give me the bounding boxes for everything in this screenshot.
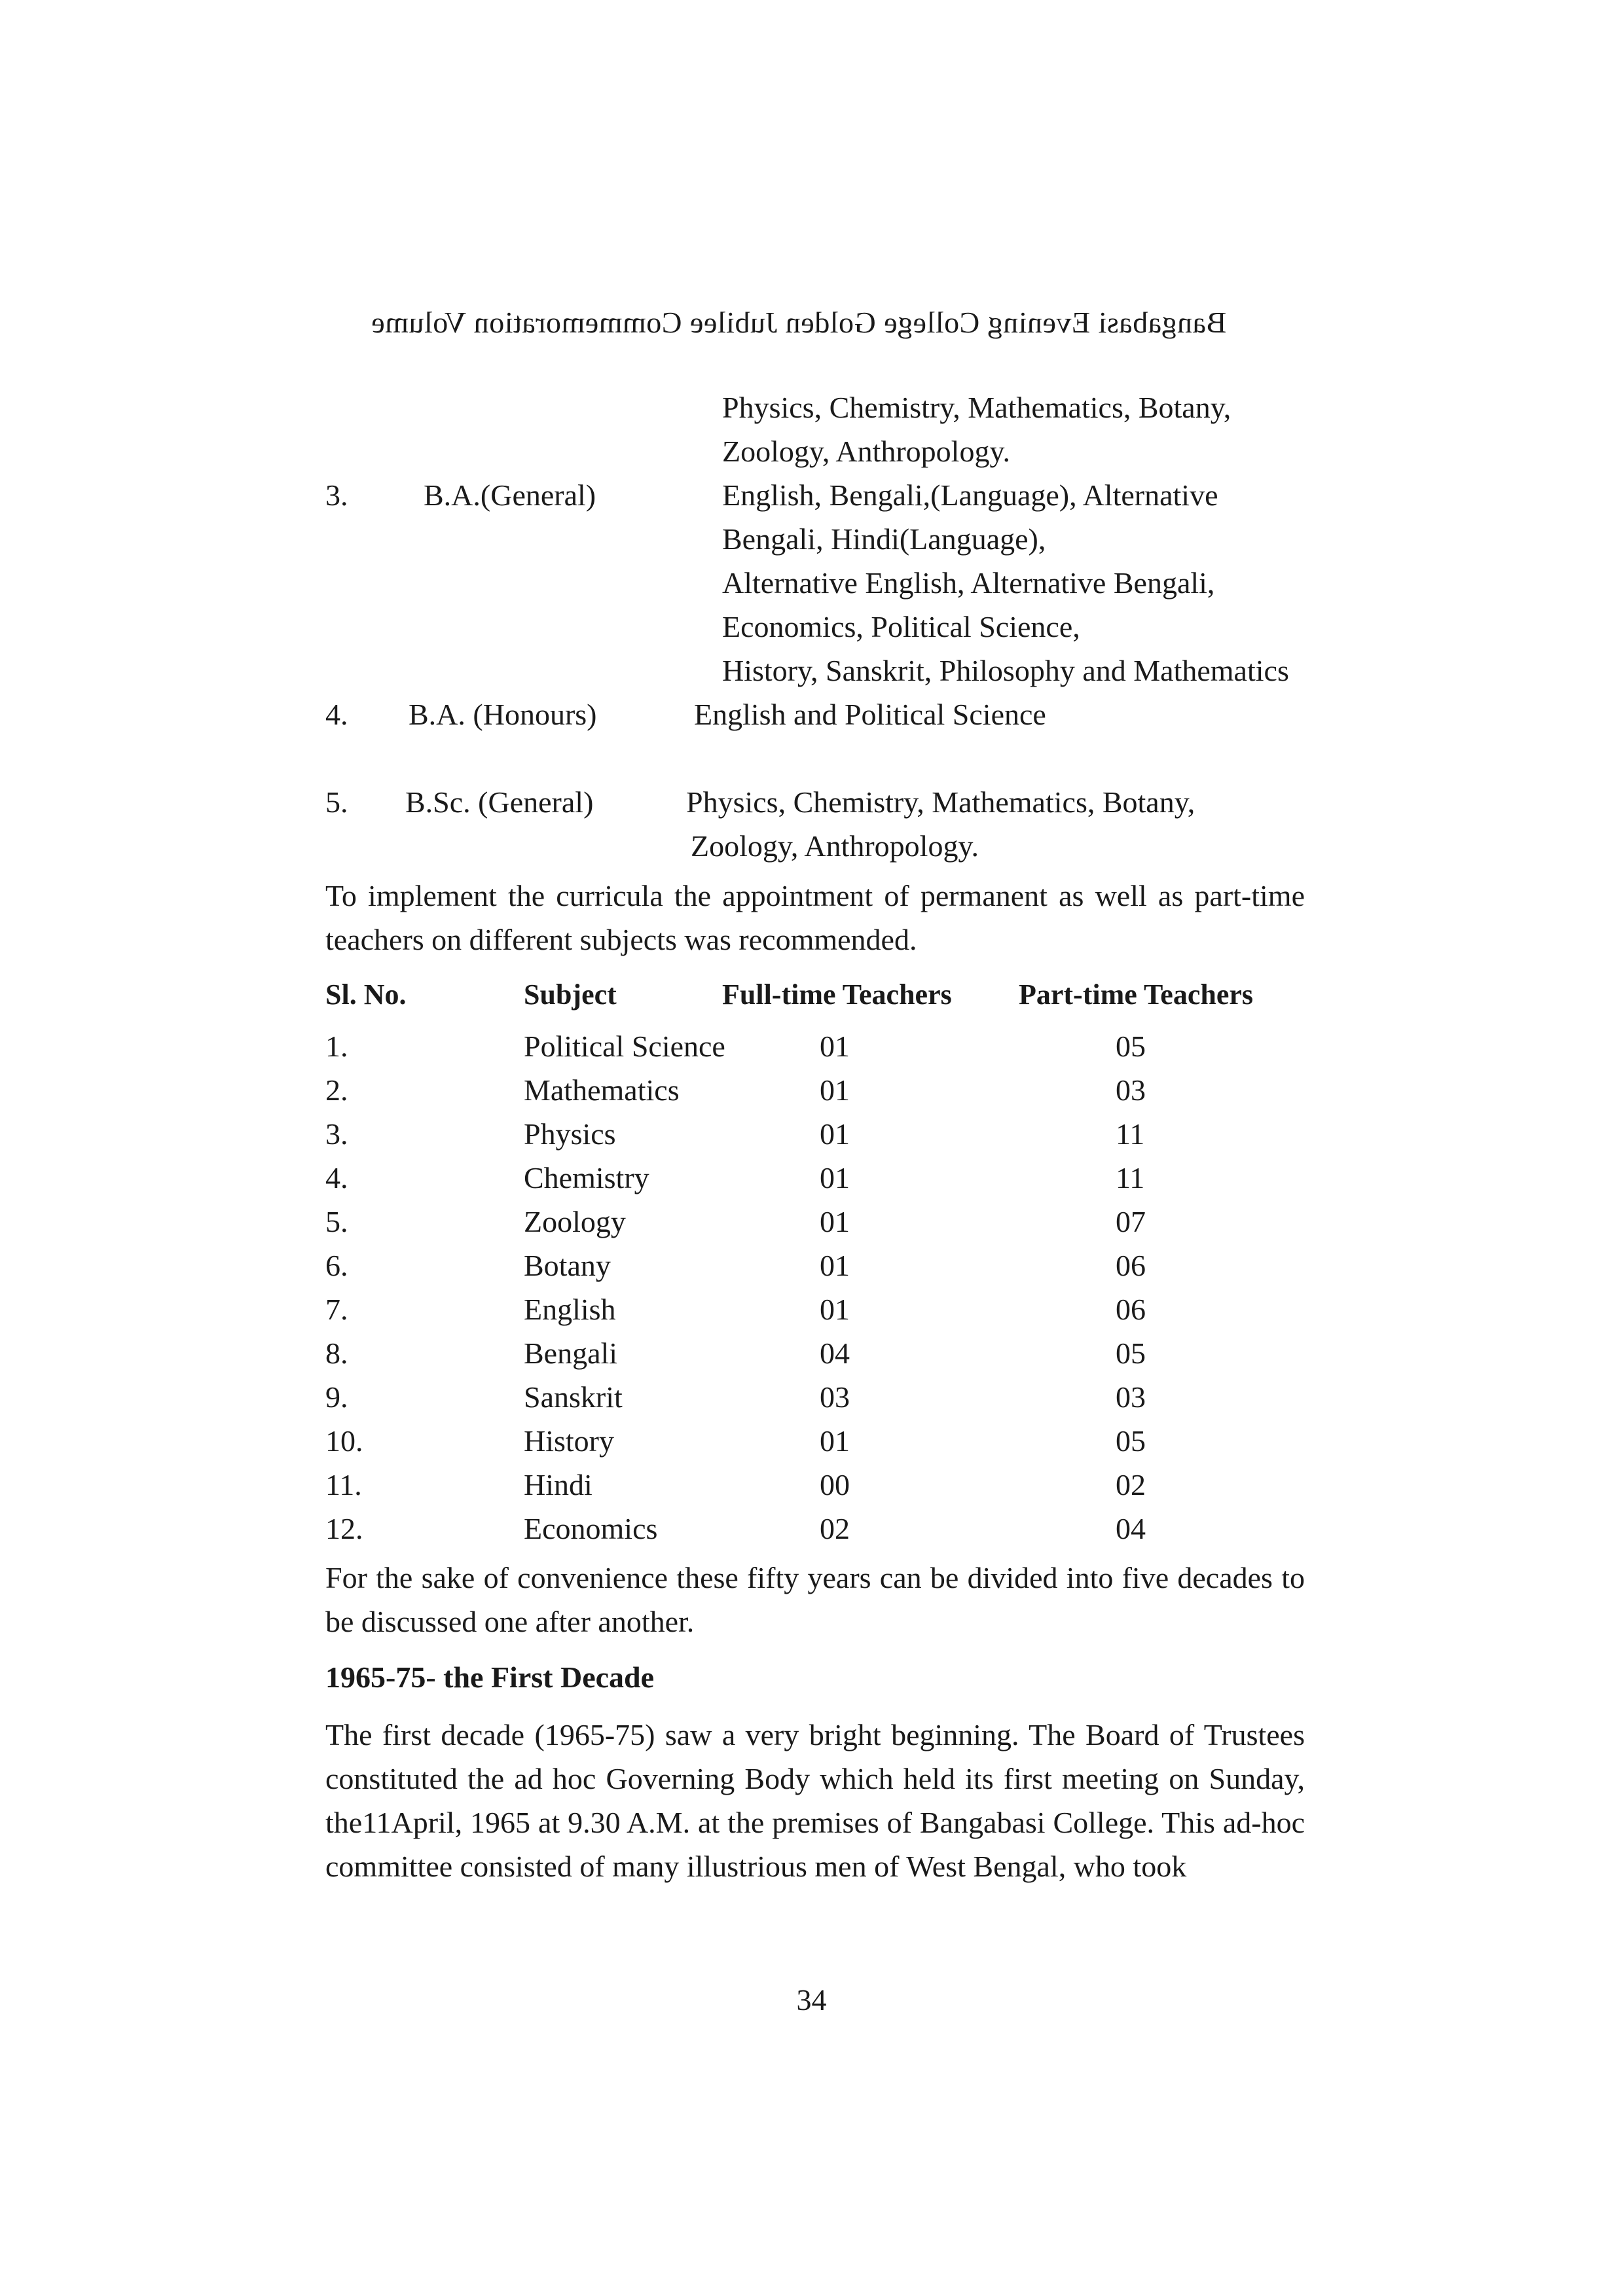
table-header-sl-no: Sl. No. — [325, 978, 407, 1011]
row-part-time: 05 — [1116, 1030, 1146, 1063]
row-full-time: 01 — [820, 1424, 850, 1458]
row-full-time: 01 — [820, 1030, 850, 1063]
course-item-3-line-5: History, Sanskrit, Philosophy and Mathematics — [722, 654, 1289, 687]
row-full-time: 01 — [820, 1161, 850, 1194]
row-part-time: 07 — [1116, 1205, 1146, 1238]
convenience-paragraph: For the sake of convenience these fifty years can be divided into five decades to be discussed one after another. — [325, 1561, 1305, 1638]
row-number: 2. — [325, 1073, 348, 1107]
row-full-time: 01 — [820, 1293, 850, 1326]
course-item-3-line-4: Economics, Political Science, — [722, 610, 1080, 643]
row-number: 7. — [325, 1293, 348, 1326]
row-number: 5. — [325, 1205, 348, 1238]
row-part-time: 11 — [1116, 1161, 1145, 1194]
course-item-4-name: B.A. (Honours) — [409, 698, 597, 731]
section-heading: 1965-75- the First Decade — [325, 1660, 655, 1694]
row-subject: Mathematics — [524, 1073, 680, 1107]
table-header-full-time: Full-time Teachers — [722, 978, 952, 1011]
row-part-time: 05 — [1116, 1336, 1146, 1370]
decade-paragraph: The first decade (1965-75) saw a very bright beginning. The Board of Trustees constituted the ad hoc Governing Body which held its first meeting on Sunday, the11April, 1965 at 9.30 A.M. at the premises of Bangabasi College. This ad-hoc committee consisted of many illustrious men of West Bengal, who took — [325, 1718, 1305, 1883]
course-top-line-2: Zoology, Anthropology. — [722, 435, 1010, 468]
course-item-5-number: 5. — [325, 785, 348, 819]
row-full-time: 04 — [820, 1336, 850, 1370]
course-item-5-name: B.Sc. (General) — [405, 785, 594, 819]
row-subject: Botany — [524, 1249, 611, 1282]
row-full-time: 03 — [820, 1380, 850, 1414]
row-number: 9. — [325, 1380, 348, 1414]
row-number: 3. — [325, 1117, 348, 1151]
row-number: 11. — [325, 1468, 362, 1501]
row-subject: History — [524, 1424, 614, 1458]
row-number: 4. — [325, 1161, 348, 1194]
row-subject: Physics — [524, 1117, 616, 1151]
row-subject: Hindi — [524, 1468, 593, 1501]
row-part-time: 04 — [1116, 1512, 1146, 1545]
row-subject: English — [524, 1293, 616, 1326]
course-item-3-name: B.A.(General) — [424, 478, 596, 512]
course-item-5-line-1: Physics, Chemistry, Mathematics, Botany, — [686, 785, 1195, 819]
row-part-time: 11 — [1116, 1117, 1145, 1151]
row-number: 6. — [325, 1249, 348, 1282]
row-number: 12. — [325, 1512, 363, 1545]
row-subject: Sanskrit — [524, 1380, 623, 1414]
row-part-time: 06 — [1116, 1249, 1146, 1282]
running-header: Bangabasi Evening College Golden Jubilee Commemoration Volume — [371, 306, 1227, 339]
intro-paragraph: To implement the curricula the appointment of permanent as well as part-time teachers on different subjects was recommended. — [325, 879, 1305, 956]
row-full-time: 01 — [820, 1117, 850, 1151]
row-number: 8. — [325, 1336, 348, 1370]
course-item-4-number: 4. — [325, 698, 348, 731]
row-part-time: 02 — [1116, 1468, 1146, 1501]
row-full-time: 01 — [820, 1249, 850, 1282]
row-full-time: 00 — [820, 1468, 850, 1501]
row-subject: Political Science — [524, 1030, 725, 1063]
row-subject: Economics — [524, 1512, 658, 1545]
course-item-3-line-2: Bengali, Hindi(Language), — [722, 522, 1046, 556]
row-subject: Zoology — [524, 1205, 626, 1238]
table-header-subject: Subject — [524, 978, 617, 1011]
course-top-line-1: Physics, Chemistry, Mathematics, Botany, — [722, 391, 1231, 424]
course-item-3-line-1: English, Bengali,(Language), Alternative — [722, 478, 1218, 512]
row-full-time: 01 — [820, 1073, 850, 1107]
course-item-5-line-2: Zoology, Anthropology. — [691, 829, 979, 863]
row-part-time: 06 — [1116, 1293, 1146, 1326]
row-part-time: 05 — [1116, 1424, 1146, 1458]
row-subject: Chemistry — [524, 1161, 649, 1194]
row-full-time: 02 — [820, 1512, 850, 1545]
row-number: 10. — [325, 1424, 363, 1458]
table-header-part-time: Part-time Teachers — [1019, 978, 1253, 1011]
row-part-time: 03 — [1116, 1380, 1146, 1414]
row-full-time: 01 — [820, 1205, 850, 1238]
course-item-3-line-3: Alternative English, Alternative Bengali, — [722, 566, 1215, 600]
page-number: 34 — [796, 1983, 827, 2017]
row-subject: Bengali — [524, 1336, 618, 1370]
row-part-time: 03 — [1116, 1073, 1146, 1107]
course-item-4-line-1: English and Political Science — [694, 698, 1046, 731]
row-number: 1. — [325, 1030, 348, 1063]
course-item-3-number: 3. — [325, 478, 348, 512]
